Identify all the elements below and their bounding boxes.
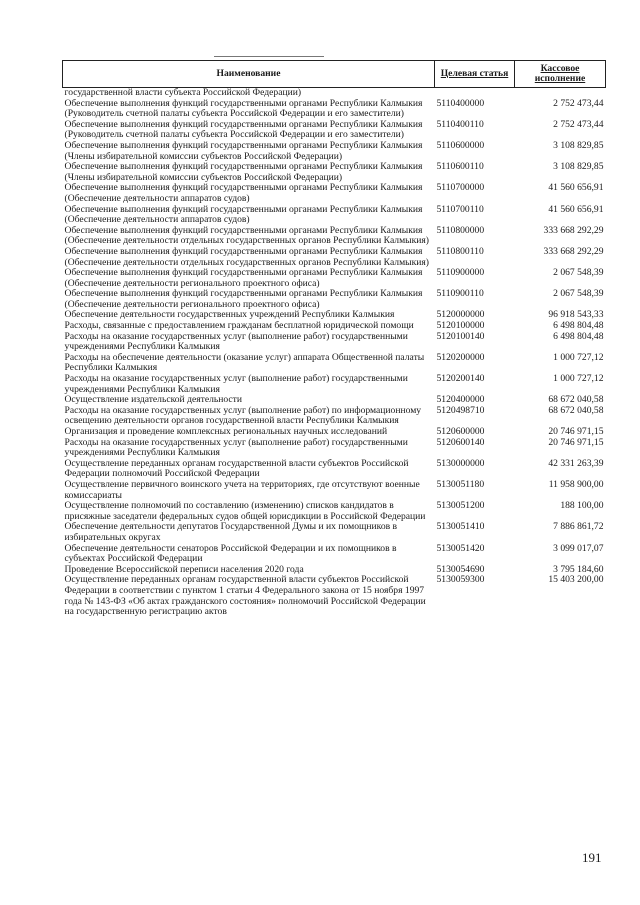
row-name: Расходы, связанные с предоставлением гражданам бесплатной юридической помощи	[64, 320, 414, 332]
table-row	[63, 88, 606, 99]
row-code: 5120200140	[436, 373, 485, 385]
row-code: 5120600140	[436, 436, 485, 448]
row-code: 5120600000	[436, 426, 485, 437]
row-amount: 20 746 971,15	[548, 436, 604, 448]
row-name: Обеспечение выполнения функций государственными органами Республики Калмыкия (Обеспечение деятельности аппаратов судов)	[64, 182, 423, 204]
row-name: Расходы на оказание государственных услуг (выполнение работ) государственными учреждениями Республики Калмыкия	[64, 330, 408, 353]
row-amount: 6 498 804,48	[553, 320, 604, 332]
row-code: 5120000000	[436, 309, 485, 321]
row-code: 5110900000	[436, 267, 485, 279]
row-amount: 2 752 473,44	[553, 118, 604, 130]
row-amount: 68 672 040,58	[548, 404, 604, 416]
table-row	[63, 289, 606, 310]
row-name: Расходы на обеспечение деятельности (оказание услуг) аппарата Общественной палаты Республики Калмыкия	[64, 351, 425, 374]
row-amount: 68 672 040,58	[548, 394, 604, 406]
row-name: Расходы на оказание государственных услуг (выполнение работ) государственными учреждениями Республики Калмыкия	[64, 436, 408, 459]
row-name: государственной власти субъекта Российской Федерации)	[64, 87, 302, 98]
table-row	[63, 141, 606, 162]
row-amount: 96 918 543,33	[548, 309, 604, 321]
row-name: Расходы на оказание государственных услуг (выполнение работ) государственными учреждениями Республики Калмыкия	[64, 373, 408, 395]
row-code: 5110400110	[436, 118, 484, 130]
table-row	[63, 544, 606, 565]
row-amount: 7 886 861,72	[553, 521, 604, 533]
table-row	[63, 120, 606, 141]
row-amount: 333 668 292,29	[543, 245, 604, 257]
header-code: Целевая статья	[435, 61, 515, 88]
row-name: Обеспечение выполнения функций государственными органами Республики Калмыкия (Руководитель счетной палаты субъекта Российской Федерации и его заместители)	[64, 118, 423, 141]
row-amount: 333 668 292,29	[543, 224, 604, 236]
row-code: 5130051180	[436, 478, 485, 490]
row-code: 5110800000	[436, 224, 485, 236]
row-code: 5130059300	[436, 574, 485, 586]
row-name: Обеспечение выполнения функций государственными органами Республики Калмыкия (Руководитель счетной палаты субъекта Российской Федерации и его заместители)	[64, 97, 423, 120]
row-amount: 2 752 473,44	[553, 97, 604, 109]
row-name: Обеспечение выполнения функций государственными органами Республики Калмыкия (Члены избирательной комиссии субъектов Российской Федерации)	[64, 139, 423, 162]
row-code: 5120100000	[436, 320, 485, 332]
table-row	[63, 353, 606, 374]
table-row	[63, 183, 606, 204]
row-code: 5130051200	[436, 500, 485, 512]
table-row	[63, 501, 606, 522]
row-code: 5110700000	[436, 182, 485, 194]
row-name: Обеспечение выполнения функций государственными органами Республики Калмыкия (Обеспечение деятельности регионального проектного офиса)	[64, 288, 423, 310]
row-code: 5120100140	[436, 330, 485, 342]
row-code: 5110600110	[436, 161, 484, 173]
table-body	[63, 88, 606, 618]
row-code: 5120400000	[436, 394, 485, 406]
row-name: Осуществление первичного воинского учета на территориях, где отсутствуют военные комиссариаты	[64, 478, 420, 501]
table-row	[63, 205, 606, 226]
row-code: 5130051410	[436, 521, 485, 533]
row-amount: 11 958 900,00	[548, 478, 604, 490]
row-amount: 15 403 200,00	[548, 574, 604, 586]
table-row	[63, 332, 606, 353]
row-amount: 6 498 804,48	[553, 330, 604, 342]
row-name: Обеспечение деятельности государственных учреждений Республики Калмыкия	[64, 309, 395, 321]
table-row	[63, 162, 606, 183]
row-name: Осуществление переданных органам государственной власти субъектов Российской Федерации полномочий Российской Федерации	[64, 457, 409, 480]
row-amount: 188 100,00	[560, 500, 604, 512]
row-name: Обеспечение выполнения функций государственными органами Республики Калмыкия (Обеспечение деятельности аппаратов судов)	[64, 203, 423, 226]
header-name: Наименование	[63, 61, 435, 88]
budget-table	[62, 60, 606, 618]
row-name: Проведение Всероссийской переписи населения 2020 года	[64, 563, 304, 575]
table-row	[63, 427, 606, 438]
table-row	[63, 575, 606, 617]
row-name: Обеспечение выполнения функций государственными органами Республики Калмыкия (Обеспечение деятельности отдельных государственных органов Республики Калмыкия)	[64, 224, 430, 247]
header-rule	[214, 56, 324, 57]
row-code: 5110900110	[436, 288, 484, 300]
table-row	[63, 99, 606, 120]
row-name: Обеспечение выполнения функций государственными органами Республики Калмыкия (Члены избирательной комиссии субъектов Российской Федерации)	[64, 161, 423, 183]
table-header-row	[63, 61, 606, 88]
row-code: 5130054690	[436, 563, 485, 575]
row-amount: 2 067 548,39	[553, 288, 604, 300]
table-row	[63, 438, 606, 459]
row-name: Осуществление издательской деятельности	[64, 394, 243, 406]
table-row	[63, 268, 606, 289]
row-code: 5130000000	[436, 457, 485, 469]
table-row	[63, 480, 606, 501]
row-amount: 41 560 656,91	[548, 203, 604, 215]
row-code: 5110700110	[436, 203, 484, 215]
document-page	[62, 60, 605, 618]
table-row	[63, 459, 606, 480]
row-amount: 3 795 184,60	[553, 563, 604, 575]
row-amount: 42 331 263,39	[548, 457, 604, 469]
row-name: Обеспечение деятельности сенаторов Российской Федерации и их помощников в субъектах Российской Федерации	[64, 542, 397, 565]
row-name: Обеспечение деятельности депутатов Государственной Думы и их помощников в избирательных округах	[64, 521, 398, 543]
row-amount: 3 108 829,85	[553, 161, 604, 173]
row-code: 5120200000	[436, 351, 485, 363]
row-name: Обеспечение выполнения функций государственными органами Республики Калмыкия (Обеспечение деятельности регионального проектного офиса)	[64, 267, 423, 289]
row-code: 5120498710	[436, 404, 485, 416]
row-amount: 2 067 548,39	[553, 267, 604, 279]
row-code: 5110400000	[436, 97, 485, 109]
row-code: 5110600000	[436, 139, 485, 151]
row-amount: 3 108 829,85	[553, 139, 604, 151]
row-name: Организация и проведение комплексных региональных научных исследований	[64, 426, 388, 437]
row-name: Расходы на оказание государственных услуг (выполнение работ) по информационному освещению деятельности органов государственной власти Республики Калмыкия	[64, 404, 422, 427]
row-amount: 1 000 727,12	[553, 373, 604, 385]
row-code: 5130051420	[436, 542, 485, 554]
row-amount: 1 000 727,12	[553, 351, 604, 363]
row-name: Осуществление переданных органам государственной власти субъектов Российской Федерации в соответствии с пунктом 1 статьи 4 Федерального закона от 15 ноября 1997 года № 143-ФЗ «Об актах гражданского состояния» полномочий Российской Федерации на государственную регистрацию актов	[64, 574, 426, 618]
header-amount: Кассовое исполнение	[515, 61, 606, 88]
table-row	[63, 406, 606, 427]
row-code	[435, 88, 515, 99]
row-name: Обеспечение выполнения функций государственными органами Республики Калмыкия (Обеспечение деятельности отдельных государственных органов Республики Калмыкия)	[64, 245, 430, 268]
row-amount: 20 746 971,15	[548, 426, 604, 437]
page-number: 191	[582, 850, 602, 865]
row-name: Осуществление полномочий по составлению (изменению) списков кандидатов в присяжные заседатели федеральных судов общей юрисдикции в Российской Федерации	[64, 500, 426, 522]
row-amount: 3 099 017,07	[553, 542, 604, 554]
table-row	[63, 522, 606, 543]
row-amount: 41 560 656,91	[548, 182, 604, 194]
row-amount	[515, 88, 606, 99]
table-row	[63, 226, 606, 247]
row-code: 5110800110	[436, 245, 484, 257]
table-row	[63, 374, 606, 395]
table-row	[63, 247, 606, 268]
